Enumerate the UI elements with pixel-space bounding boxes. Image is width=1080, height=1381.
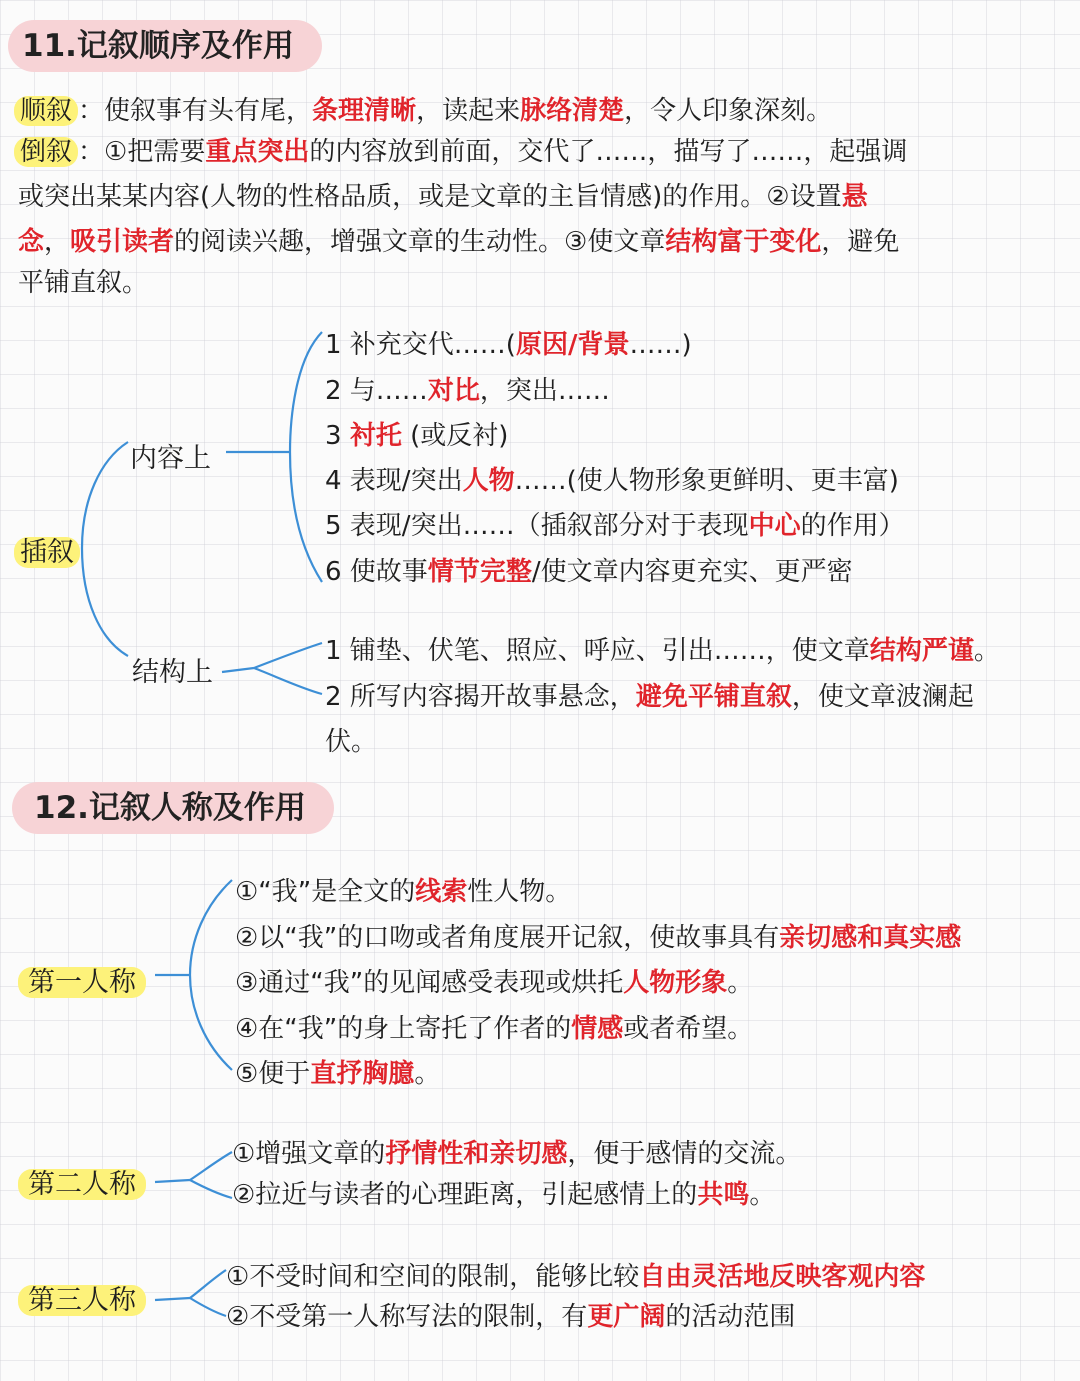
daoxu-line-3: 念，吸引读者的阅读兴趣，增强文章的生动性。③使文章结构富于变化，避免 <box>18 227 900 257</box>
shunxu-paragraph: 顺叙 ：使叙事有头有尾，条理清晰，读起来脉络清楚，令人印象深刻。 <box>14 96 832 126</box>
chaxu-structure-label: 结构上 <box>132 657 213 688</box>
connector-chaxu-content <box>82 442 128 548</box>
connector-structure-stem <box>222 668 254 672</box>
second-person-item-2: ②拉近与读者的心理距离，引起感情上的共鸣。 <box>232 1180 776 1210</box>
chaxu-structure-item-1: 1 铺垫、伏笔、照应、呼应、引出……，使文章结构严谨。 <box>325 636 1000 666</box>
first-person-label: 第一人称 <box>18 960 146 999</box>
shunxu-label: 顺叙 <box>14 96 78 126</box>
connector-third-stem <box>155 1298 190 1300</box>
first-person-item-3: ③通过“我”的见闻感受表现或烘托人物形象。 <box>235 968 754 998</box>
chaxu-content-item-6: 6 使故事情节完整/使文章内容更充实、更严密 <box>325 557 853 587</box>
second-person-label: 第二人称 <box>18 1162 146 1201</box>
daoxu-line-1: 倒叙 ：①把需要重点突出的内容放到前面，交代了……，描写了……，起强调 <box>14 137 907 167</box>
connector-second-stem <box>155 1180 190 1182</box>
first-person-item-2: ②以“我”的口吻或者角度展开记叙，使故事具有亲切感和真实感 <box>235 923 962 953</box>
section11-title: 11.记叙顺序及作用 <box>8 20 322 72</box>
connector-second-lower <box>190 1180 232 1198</box>
connector-third-upper <box>190 1270 226 1298</box>
chaxu-content-item-4: 4 表现/突出人物……(使人物形象更鲜明、更丰富) <box>325 466 899 496</box>
chaxu-content-item-5: 5 表现/突出……（插叙部分对于表现中心的作用） <box>325 511 905 541</box>
chaxu-content-item-1: 1 补充交代……(原因/背景……) <box>325 330 692 360</box>
connector-second-upper <box>190 1152 232 1180</box>
first-person-item-5: ⑤便于直抒胸臆。 <box>235 1059 441 1089</box>
chaxu-content-label: 内容上 <box>130 443 211 474</box>
connector-structure-upper <box>254 643 322 668</box>
connector-first-bracket <box>190 880 232 1070</box>
connector-third-lower <box>190 1298 226 1316</box>
first-person-item-4: ④在“我”的身上寄托了作者的情感或者希望。 <box>235 1014 754 1044</box>
third-person-item-2: ②不受第一人称写法的限制，有更广阔的活动范围 <box>226 1302 796 1332</box>
second-person-item-1: ①增强文章的抒情性和亲切感，便于感情的交流。 <box>232 1139 802 1169</box>
chaxu-structure-item-2: 2 所写内容揭开故事悬念，避免平铺直叙，使文章波澜起 <box>325 682 974 712</box>
third-person-label: 第三人称 <box>18 1278 146 1317</box>
chaxu-content-item-3: 3 衬托 (或反衬) <box>325 421 509 451</box>
chaxu-content-item-2: 2 与……对比，突出…… <box>325 376 610 406</box>
daoxu-label: 倒叙 <box>14 137 78 167</box>
connector-content-bracket <box>290 332 322 582</box>
daoxu-line-2: 或突出某某内容(人物的性格品质，或是文章的主旨情感)的作用。②设置悬 <box>18 182 868 212</box>
section12-title: 12.记叙人称及作用 <box>12 782 334 834</box>
first-person-item-1: ①“我”是全文的线索性人物。 <box>235 877 572 907</box>
daoxu-line-4: 平铺直叙。 <box>18 268 149 298</box>
third-person-item-1: ①不受时间和空间的限制，能够比较自由灵活地反映客观内容 <box>226 1262 926 1292</box>
connector-chaxu-structure <box>82 548 128 656</box>
chaxu-structure-item-2-cont: 伏。 <box>325 727 378 757</box>
connector-structure-lower <box>254 668 322 694</box>
chaxu-label: 插叙 <box>14 530 80 569</box>
